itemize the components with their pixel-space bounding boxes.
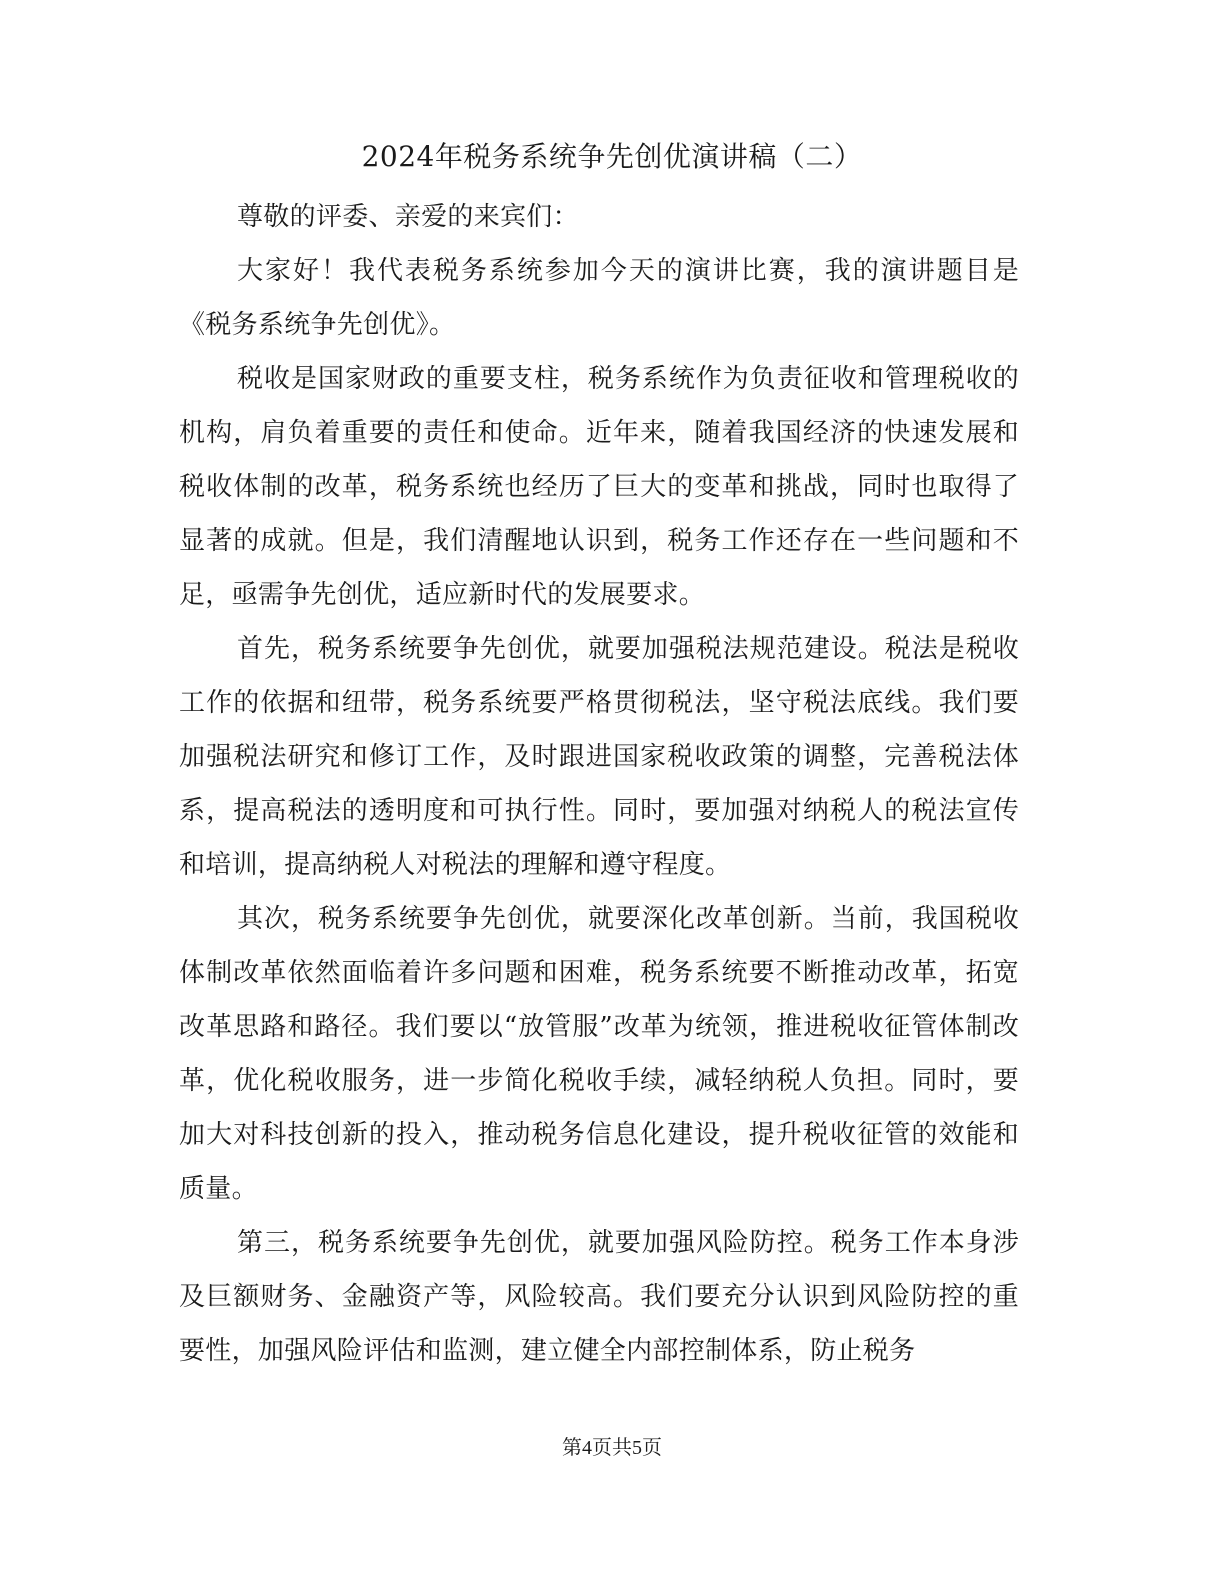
paragraph-second-point: 其次，税务系统要争先创优，就要深化改革创新。当前，我国税收体制改革依然面临着许多问题和困难，税务系统要不断推动改革，拓宽改革思路和路径。我们要以“放管服”改革为统领，推进税收征管体制改革，优化税收服务，进一步简化税收手续，减轻纳税人负担。同时，要加大对科技创新的投入，推动税务信息化建设，提升税收征管的效能和质量。 bbox=[179, 904, 1019, 1204]
page-number: 第4页共5页 bbox=[562, 1437, 662, 1459]
document-title: 2024年税务系统争先创优演讲稿（二） bbox=[361, 140, 863, 173]
paragraph-greeting: 尊敬的评委、亲爱的来宾们： bbox=[237, 202, 579, 232]
paragraph-intro: 大家好！我代表税务系统参加今天的演讲比赛，我的演讲题目是《税务系统争先创优》。 bbox=[179, 256, 1019, 340]
paragraph-first-point: 首先，税务系统要争先创优，就要加强税法规范建设。税法是税收工作的依据和纽带，税务系统要严格贯彻税法，坚守税法底线。我们要加强税法研究和修订工作，及时跟进国家税收政策的调整，完善税法体系，提高税法的透明度和可执行性。同时，要加强对纳税人的税法宣传和培训，提高纳税人对税法的理解和遵守程度。 bbox=[179, 634, 1019, 880]
paragraph-third-point: 第三，税务系统要争先创优，就要加强风险防控。税务工作本身涉及巨额财务、金融资产等，风险较高。我们要充分认识到风险防控的重要性，加强风险评估和监测，建立健全内部控制体系，防止税务 bbox=[179, 1228, 1019, 1366]
paragraph-background: 税收是国家财政的重要支柱，税务系统作为负责征收和管理税收的机构，肩负着重要的责任和使命。近年来，随着我国经济的快速发展和税收体制的改革，税务系统也经历了巨大的变革和挑战，同时也取得了显著的成就。但是，我们清醒地认识到，税务工作还存在一些问题和不足，亟需争先创优，适应新时代的发展要求。 bbox=[179, 364, 1019, 610]
document-body bbox=[179, 190, 1019, 1378]
